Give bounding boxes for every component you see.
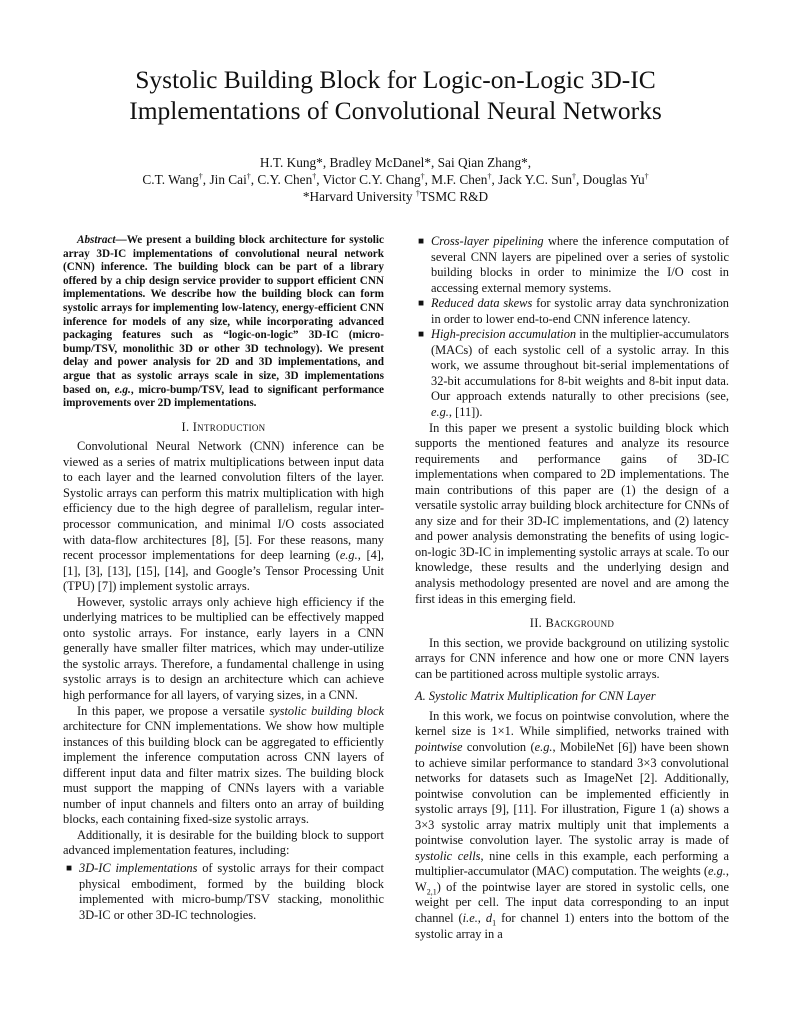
bullet-icon: ■: [66, 863, 73, 875]
intro-paragraph-5: In this paper we present a systolic building block which supports the mentioned features and analyze its resource requirements and performance gains of 3D-IC implementations when compared to 2D implementations. The main contributions of this paper are (1) the design of a versatile systolic array building block architecture for CNNs of any size and for their 3D-IC implementations, and (2) latency and power analysis demonstrating the benefits of using logic-on-logic 3D-IC in implementing systolic arrays at scale. To our knowledge, these results and the underlying design and analysis methodology presented are novel and are among the first ideas in this emerging field.: [415, 420, 729, 606]
dagger-mark: †: [312, 172, 317, 181]
section-heading-introduction: I. Introduction: [181, 419, 266, 434]
author-name: C.T. Wang: [142, 172, 199, 187]
intro-paragraph-4: Additionally, it is desirable for the building block to support advanced implementation features, including:: [63, 827, 384, 858]
intro-paragraph-1: Convolutional Neural Network (CNN) inference can be viewed as a series of matrix multiplications between input data to each layer and the learned convolution filters of the layer. Systolic arrays can perform this matrix multiplication with high efficiency due to the high degree of parallelism, regular inter-processor communication, and minimal I/O costs associated with data-flow architectures [8], [5]. For these reasons, many recent processor implementations for deep learning (e.g., [4], [1], [3], [13], [15], [14], and Google’s Tensor Processing Unit (TPU) [7]) implement systolic arrays.: [63, 439, 384, 594]
affiliation-tsmc: TSMC R&D: [419, 189, 489, 204]
bullet-icon: ■: [418, 236, 425, 247]
dagger-mark: †: [198, 172, 203, 181]
background-paragraph-1: In this section, we provide background on utilizing systolic arrays for CNN inference and how one or more CNN layers can be partitioned across multiple systolic arrays.: [415, 635, 729, 681]
subsection-heading: A. Systolic Matrix Multiplication for CNN Layer: [415, 689, 656, 704]
author-name: M.F. Chen: [431, 172, 488, 187]
right-column: [415, 234, 729, 942]
paper-title: [0, 64, 791, 126]
affiliations: [0, 188, 791, 205]
author-name: Jack Y.C. Sun: [498, 172, 573, 187]
list-item: ■ Cross-layer pipelining where the inference computation of several CNN layers are pipelined over a series of systolic building blocks in order to minimize the I/O cost in accessing external memory systems.: [418, 234, 729, 295]
left-column: [63, 234, 384, 923]
feature-list-right: [415, 234, 729, 421]
bullet-icon: ■: [418, 329, 425, 341]
dagger-mark: †: [572, 172, 577, 181]
authors-line-2: C.T. Wang†, Jin Cai†, C.Y. Chen†, Victor C.Y. Chang†, M.F. Chen†, Jack Y.C. Sun†, Douglas Yu†: [142, 172, 649, 187]
dagger-mark: †: [420, 172, 425, 181]
list-item: ■ Reduced data skews for systolic array data synchronization in order to lower end-to-end CNN inference latency.: [418, 296, 729, 326]
section-heading-background: II. Background: [529, 616, 615, 631]
title-line-2: Implementations of Convolutional Neural Networks: [129, 96, 662, 125]
author-block: [0, 154, 791, 205]
abstract: Abstract—We present a building block architecture for systolic array 3D-IC implementations of convolutional neural network (CNN) inference. The building block can be part of a library offered by a chip design service provider to support efficient CNN implementations. We describe how the building block can form systolic arrays for implementing low-latency, energy-efficient CNN inference for models of any size, while incorporating advanced packaging features such as “logic-on-logic” 3D-IC (micro-bump/TSV, monolithic 3D or other 3D technology). We present delay and power analysis for 2D and 3D implementations, and argue that as systolic arrays scale in size, 3D implementations based on, e.g., micro-bump/TSV, lead to significant performance improvements over 2D implementations.: [63, 234, 384, 410]
dagger-mark: †: [415, 189, 420, 198]
abstract-label: Abstract: [77, 234, 116, 246]
author-name: C.Y. Chen: [257, 172, 313, 187]
dagger-mark: †: [487, 172, 492, 181]
list-item: ■ High-precision accumulation in the multiplier-accumulators (MACs) of each systolic cell of a systolic array. In this work, we assume throughout bit-serial implementations of 32-bit accumulations for 8-bit weights and 8-bit input data. Our approach extends naturally to other precisions (see, e.g., [11]).: [418, 327, 730, 420]
background-paragraph-2: In this work, we focus on pointwise convolution, where the kernel size is 1×1. While simplified, networks trained with pointwise convolution (e.g., MobileNet [6]) have been shown to achieve similar performance to standard 3×3 convolutional networks for datasets such as ImageNet [2]. Additionally, pointwise convolution can be implemented efficiently in systolic arrays [9], [11]. For illustration, Figure 1 (a) shows a 3×3 systolic array matrix multiply unit that implements a pointwise convolution layer. The systolic array is made of systolic cells, nine cells in this example, each performing a multiplier-accumulator (MAC) computation. The weights (e.g., $W_{2,1}$) of the pointwise layer are stored in systolic cells, one weight per cell. The input data corresponding to an input channel (i.e., $d_1$ for channel 1) enters into the bottom of the systolic array in a: [415, 708, 729, 941]
authors-line-1: H.T. Kung*, Bradley McDanel*, Sai Qian Zhang*,: [259, 155, 532, 170]
list-item: ■ 3D-IC implementations of systolic arrays for their compact physical embodiment, formed by the building block implemented with micro-bump/TSV stacking, monolithic 3D-IC or other 3D-IC technologies.: [66, 861, 384, 922]
author-name: Douglas Yu: [582, 172, 645, 187]
dagger-mark: †: [644, 172, 649, 181]
intro-paragraph-3: In this paper, we propose a versatile systolic building block architecture for CNN implementations. We show how multiple instances of this building block can be aggregated to efficiently implement the inference computation across CNN layers of different input data and filter matrix sizes. The building block must support the mapping of CNNs layers with a variable number of input channels and filters onto an array of building blocks, each containing fixed-size systolic arrays.: [63, 703, 385, 827]
author-name: Jin Cai: [209, 172, 247, 187]
dagger-mark: †: [246, 172, 251, 181]
author-name: Victor C.Y. Chang: [322, 172, 421, 187]
feature-list-left: [63, 861, 384, 923]
intro-paragraph-2: However, systolic arrays only achieve high efficiency if the underlying matrices to be multiplied can be effectively mapped onto systolic arrays. For instance, early layers in a CNN generally have smaller filter matrices, which may under-utilize the systolic arrays. Therefore, a fundamental challenge in using systolic arrays is to design an architecture which can achieve high performance for all layers, of varying sizes, in a CNN.: [63, 594, 384, 703]
affiliation-harvard: *Harvard University: [302, 189, 413, 204]
title-line-1: Systolic Building Block for Logic-on-Logic 3D-IC: [135, 65, 656, 94]
bullet-icon: ■: [418, 298, 425, 310]
